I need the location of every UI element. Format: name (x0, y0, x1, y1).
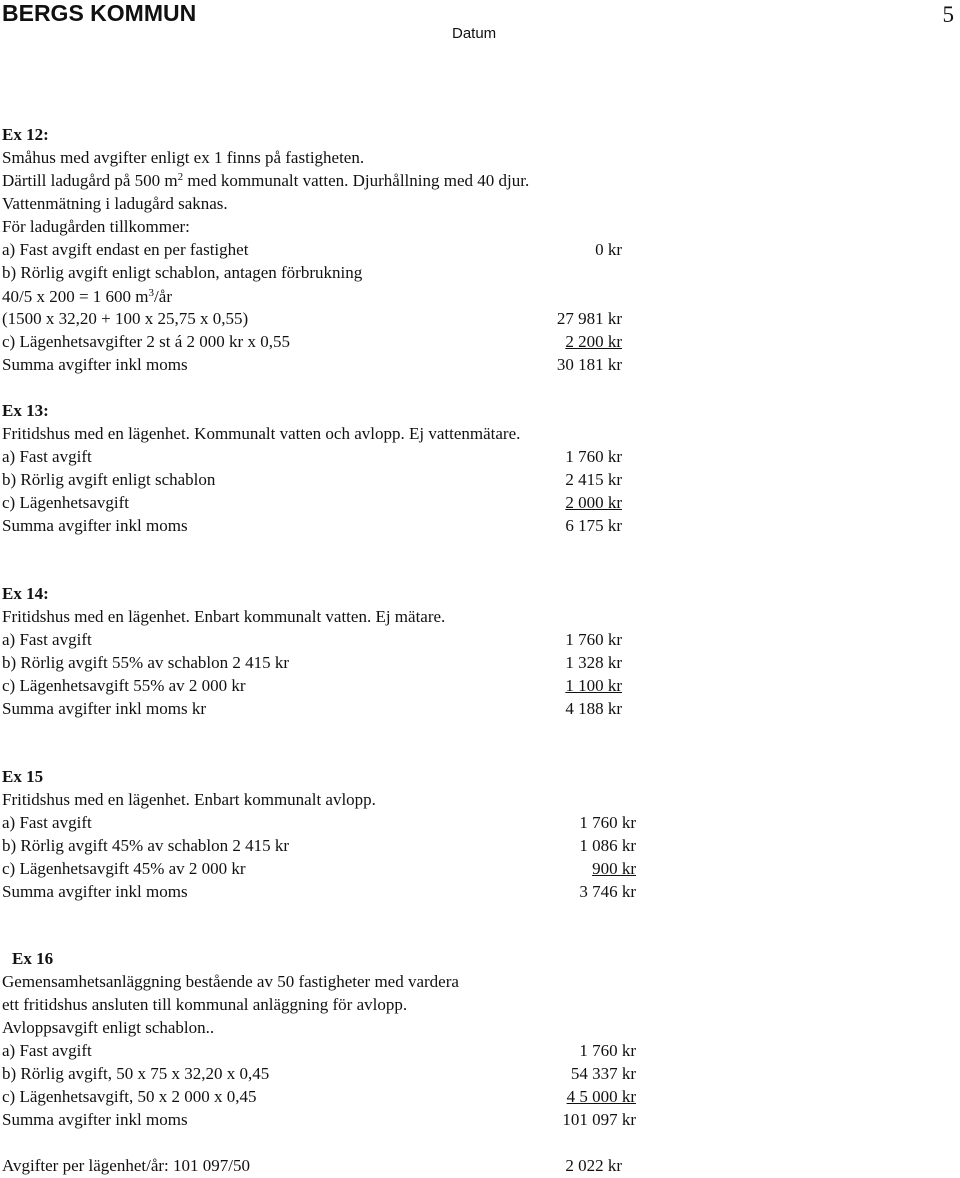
ex12-c-label: c) Lägenhetsavgifter 2 st á 2 000 kr x 0,55 (2, 332, 290, 351)
ex13-sum-amount: 6 175 kr (565, 516, 622, 535)
ex12-b-calc (2, 286, 172, 308)
ex12-line-text: Därtill ladugård på 500 m (2, 171, 178, 190)
ex13-sum-label: Summa avgifter inkl moms (2, 516, 188, 535)
ex12-line: Småhus med avgifter enligt ex 1 finns på fastigheten. (2, 148, 365, 167)
ex15-c-label: c) Lägenhetsavgift 45% av 2 000 kr (2, 859, 246, 878)
ex12-a-amount: 0 kr (595, 240, 622, 259)
ex13-c-amount: 2 000 kr (565, 493, 622, 512)
ex16-line: Avloppsavgift enligt schablon.. (2, 1018, 215, 1037)
ex15-sum-label: Summa avgifter inkl moms (2, 882, 188, 901)
ex12-line: Vattenmätning i ladugård saknas. (2, 194, 228, 213)
ex12-sum-label: Summa avgifter inkl moms (2, 355, 188, 374)
ex16-sum-amount: 101 097 kr (562, 1110, 636, 1129)
ex16-b-amount: 54 337 kr (570, 1064, 636, 1083)
organization-name: BERGS KOMMUN (2, 0, 197, 26)
ex14-sum-amount: 4 188 kr (565, 699, 622, 718)
ex16-sum-label: Summa avgifter inkl moms (2, 1110, 188, 1129)
ex15-desc: Fritidshus med en lägenhet. Enbart kommunalt avlopp. (2, 790, 376, 809)
ex16-a-label: a) Fast avgift (2, 1041, 92, 1060)
ex14-c-label: c) Lägenhetsavgift 55% av 2 000 kr (2, 676, 246, 695)
date-label: Datum (452, 25, 497, 42)
ex13-c-label: c) Lägenhetsavgift (2, 493, 129, 512)
ex12-line (2, 170, 529, 192)
ex14-desc: Fritidshus med en lägenhet. Enbart kommunalt vatten. Ej mätare. (2, 607, 446, 626)
ex16-title: Ex 16 (12, 949, 54, 968)
ex12-b-label: b) Rörlig avgift enligt schablon, antagen förbrukning (2, 263, 363, 282)
ex15-a-label: a) Fast avgift (2, 813, 92, 832)
ex15-title: Ex 15 (2, 767, 44, 786)
ex15-sum-amount: 3 746 kr (579, 882, 636, 901)
ex16-per-amount: 2 022 kr (565, 1156, 622, 1175)
ex13-b-amount: 2 415 kr (565, 470, 622, 489)
ex16-line: ett fritidshus ansluten till kommunal anläggning för avlopp. (2, 995, 408, 1014)
ex12-c-amount: 2 200 kr (565, 332, 622, 351)
ex14-b-amount: 1 328 kr (565, 653, 622, 672)
ex12-a-label: a) Fast avgift endast en per fastighet (2, 240, 249, 259)
ex13-a-label: a) Fast avgift (2, 447, 92, 466)
ex12-b-amount: 27 981 kr (556, 309, 622, 328)
ex14-sum-label: Summa avgifter inkl moms kr (2, 699, 206, 718)
page-number: 5 (942, 2, 954, 27)
ex15-b-label: b) Rörlig avgift 45% av schablon 2 415 kr (2, 836, 290, 855)
ex15-a-amount: 1 760 kr (579, 813, 636, 832)
ex16-a-amount: 1 760 kr (579, 1041, 636, 1060)
page-header (0, 0, 960, 50)
superscript: 3 (148, 287, 155, 299)
ex12-title: Ex 12: (2, 125, 49, 144)
ex16-per-label: Avgifter per lägenhet/år: 101 097/50 (2, 1156, 250, 1175)
ex15-c-amount: 900 kr (592, 859, 636, 878)
ex16-c-label: c) Lägenhetsavgift, 50 x 2 000 x 0,45 (2, 1087, 257, 1106)
ex12-b-calc2: (1500 x 32,20 + 100 x 25,75 x 0,55) (2, 309, 249, 328)
ex13-a-amount: 1 760 kr (565, 447, 622, 466)
ex12-line-text: med kommunalt vatten. Djurhållning med 40 djur. (183, 171, 530, 190)
ex12-sum-amount: 30 181 kr (556, 355, 622, 374)
ex14-title: Ex 14: (2, 584, 49, 603)
ex12-b-calc-text: /år (154, 287, 172, 306)
ex12-line: För ladugården tillkommer: (2, 217, 190, 236)
ex14-a-amount: 1 760 kr (565, 630, 622, 649)
ex15-b-amount: 1 086 kr (579, 836, 636, 855)
ex16-c-amount: 4 5 000 kr (566, 1087, 636, 1106)
ex14-c-amount: 1 100 kr (565, 676, 622, 695)
ex12-b-calc-text: 40/5 x 200 = 1 600 m (2, 287, 149, 306)
ex16-b-label: b) Rörlig avgift, 50 x 75 x 32,20 x 0,45 (2, 1064, 270, 1083)
ex13-desc: Fritidshus med en lägenhet. Kommunalt vatten och avlopp. Ej vattenmätare. (2, 424, 521, 443)
ex13-b-label: b) Rörlig avgift enligt schablon (2, 470, 216, 489)
ex13-title: Ex 13: (2, 401, 49, 420)
superscript: 2 (177, 171, 184, 183)
ex14-b-label: b) Rörlig avgift 55% av schablon 2 415 kr (2, 653, 290, 672)
ex14-a-label: a) Fast avgift (2, 630, 92, 649)
ex16-line: Gemensamhetsanläggning bestående av 50 fastigheter med vardera (2, 972, 459, 991)
